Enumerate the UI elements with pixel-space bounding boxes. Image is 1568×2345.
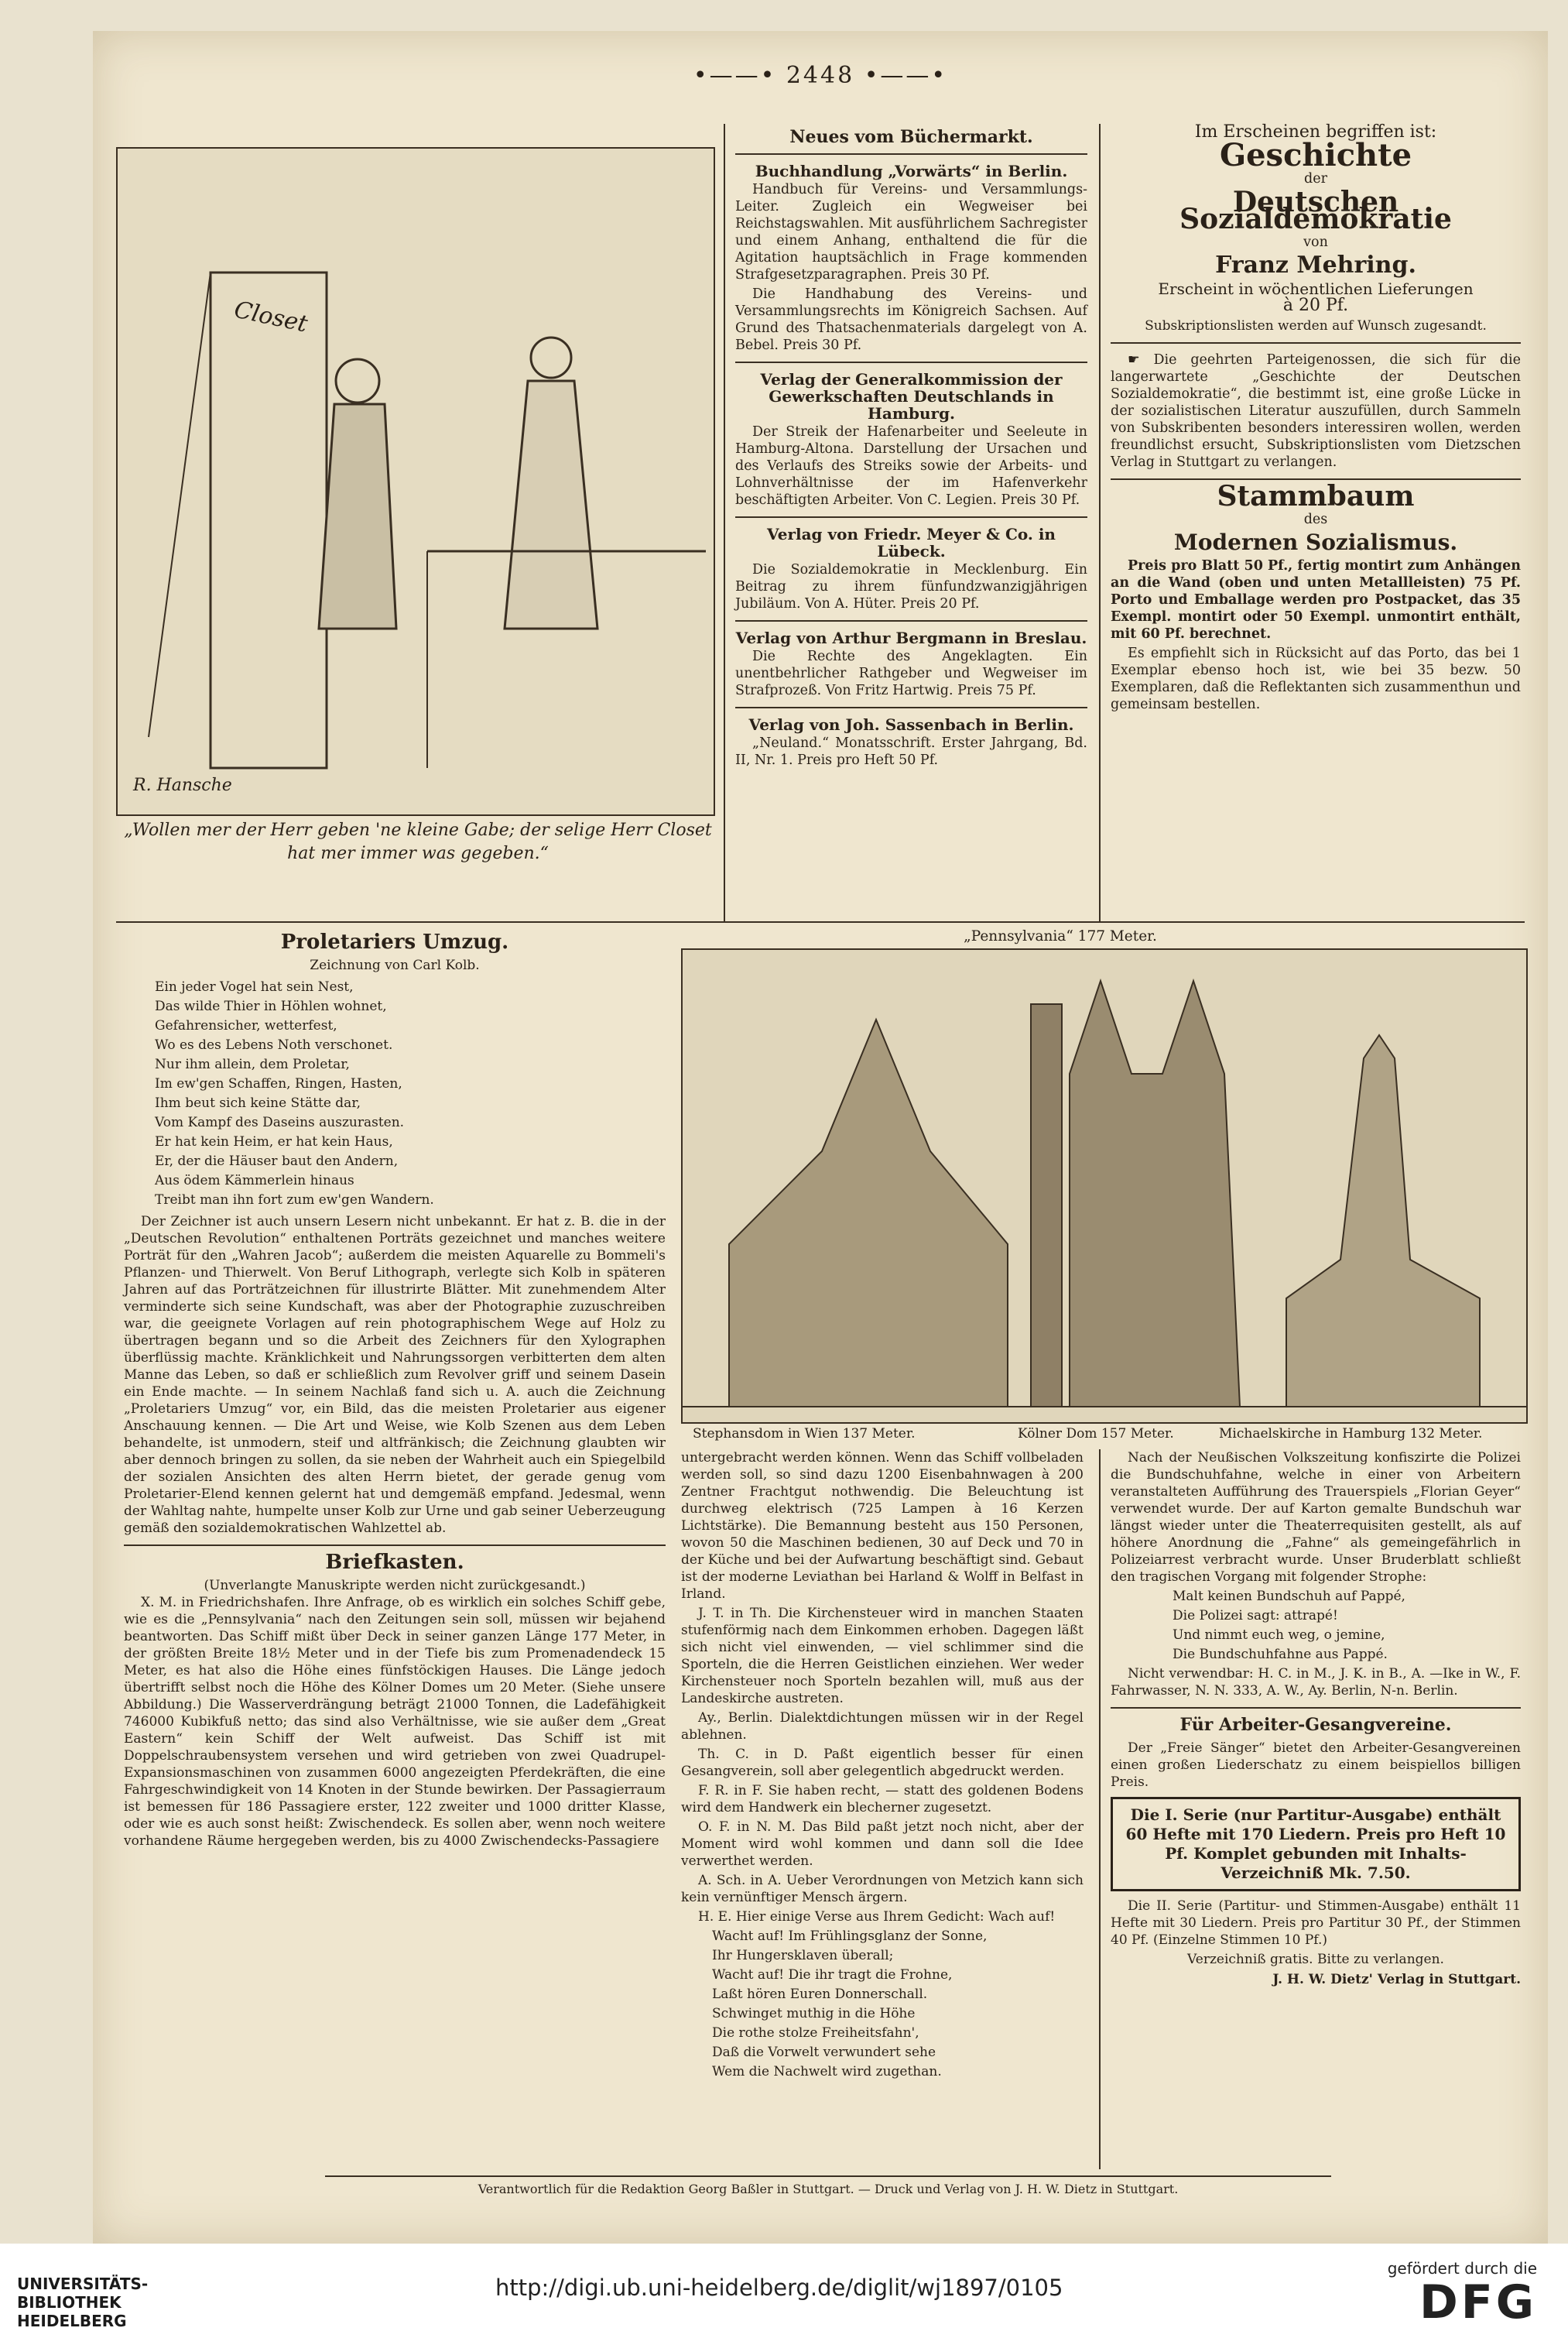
- advertisement-column: [1111, 124, 1521, 715]
- poem-line: Das wilde Thier in Höhlen wohnet,: [155, 999, 387, 1014]
- poem-line: Die Polizei sagt: attrapé!: [1173, 1608, 1338, 1623]
- ad-word: des: [1303, 512, 1328, 527]
- book-entry: „Neuland.“ Monatsschrift. Erster Jahrgang, Bd. II, Nr. 1. Preis pro Heft 50 Pf.: [735, 735, 1087, 768]
- book-entry: Handbuch für Vereins- und Versammlungs-Leiter. Zugleich ein Wegweiser bei Reichstagswahlen. Mit ausführlichem Sachregister und einem Anhang, enthaltend die für die Agitation hauptsächlich in Frage kommenden Strafgesetzparagraphen. Preis 30 Pf.: [735, 182, 1087, 283]
- book-entry: Die Rechte des Angeklagten. Ein unentbehrlicher Rathgeber und Wegweiser im Strafprozeß. Von Fritz Hartwig. Preis 75 Pf.: [735, 649, 1087, 698]
- ad-paragraph: Es empfiehlt sich in Rücksicht auf das Porto, das bei 1 Exemplar ebenso hoch ist, wie bei 35 bezw. 50 Exemplaren, daß die Reflektanten sich zusammenthun und gemeinsam bestellen.: [1111, 646, 1521, 712]
- proletarier-column: [124, 929, 666, 1852]
- divider: [735, 620, 1087, 622]
- right-lower-column: [1111, 1449, 1521, 1988]
- ad-line: Subskriptionslisten werden auf Wunsch zugesandt.: [1145, 318, 1487, 334]
- not-usable-list: Nicht verwendbar: H. C. in M., J. K. in B., A. —Ike in W., F. Fahrwasser, N. N. 333, A. W., Ay. Berlin, N-n. Berlin.: [1111, 1666, 1521, 1699]
- poem-line: Ihr Hungersklaven überall;: [712, 1948, 894, 1963]
- poem-line: Wacht auf! Die ihr tragt die Frohne,: [712, 1967, 953, 1983]
- door-sign: Closet: [231, 296, 310, 338]
- poem: [124, 979, 666, 1208]
- publisher-heading: Verlag von Arthur Bergmann in Breslau.: [735, 629, 1087, 647]
- ship-comparison-illustration: [681, 948, 1528, 1424]
- publisher-heading: Buchhandlung „Vorwärts“ in Berlin.: [755, 162, 1068, 180]
- ad-intro: Im Erscheinen begriffen ist:: [1194, 122, 1437, 142]
- ad-price: à 20 Pf.: [1282, 296, 1349, 315]
- divider: [735, 707, 1087, 708]
- newspaper-page: [93, 31, 1548, 2245]
- letter-reply: Th. C. in D. Paßt eigentlich besser für einen Gesangverein, soll aber gelegentlich abgedruckt werden.: [681, 1747, 1084, 1779]
- picture-caption-mid: Kölner Dom 157 Meter.: [1018, 1426, 1174, 1442]
- letter-reply: J. T. in Th. Die Kirchensteuer wird in manchen Staaten stufenförmig nach dem Einkommen erhoben. Dagegen läßt sich nicht viel einwenden, — viel schlimmer sind die Sporteln, die die Herren Geistlichen einziehen. Wer weder Kirchensteuer noch Sporteln bezahlen will, muß aus der Landeskirche austreten.: [681, 1606, 1084, 1706]
- cartoon-signature: R. Hansche: [133, 776, 232, 795]
- dfg-wordmark: DFG: [1419, 2275, 1537, 2330]
- book-entry: Der Streik der Hafenarbeiter und Seeleute in Hamburg-Altona. Darstellung der Ursachen und des Verlaufs des Streiks sowie der Arbeits- und Lohnverhältnisse der im Hafenverkehr beschäftigten Arbeiter. Von C. Legien. Preis 30 Pf.: [735, 424, 1087, 508]
- briefkasten-continued-column: [681, 1449, 1084, 2083]
- divider: [1099, 1449, 1101, 2169]
- ad-word: der: [1304, 171, 1327, 187]
- divider: [735, 516, 1087, 518]
- ship-cathedrals-drawing: [683, 950, 1526, 1422]
- book-market-title: Neues vom Büchermarkt.: [789, 127, 1033, 147]
- funded-by-text: gefördert durch die: [1387, 2259, 1537, 2278]
- article-paragraph: Der Zeichner ist auch unsern Lesern nicht unbekannt. Er hat z. B. die in der „Deutschen Revolution“ enthaltenen Porträts gezeichnet und manches weitere Porträt für den „Wahren Jacob“; außerdem die meisten Aquarelle zu Bommeli's Pflanzen- und Thierwelt. Von Beruf Lithograph, verlegte sich Kolb in späteren Jahren auf das Porträtzeichnen für illustrirte Blätter. Mit zunehmendem Alter verminderte sich seine Kundschaft, was aber der Photographie zuzuschreiben war, die geeignete Vorlagen auf rein photographischem Wege auf Holz zu übertragen begann und so die Arbeit des Zeichners für den Xylographen überflüssig machte. Kränklichkeit und Nahrungssorgen verbitterten dem alten Manne das Leben, so daß er schließlich zum Revolver griff und seinem Dasein ein Ende machte. — In seinem Nachlaß fand sich u. A. auch die Zeichnung „Proletariers Umzug“ vor, ein Bild, das die meisten Proletarier aus eigener Anschauung kennen. — Die Art und Weise, wie Kolb Szenen aus dem Leben behandelte, ist unmodern, steif und altfränkisch; die Zeichnung glaubten wir aber dennoch bringen zu sollen, da sie neben der Wahrheit auch ein Spiegelbild der sozialen Ansichten des alten Herrn bietet, der gerade genug vom Proletarier-Elend kennen gelernt hat und demgemäß empfand. Jedesmal, wenn der Wahltag nahte, humpelte unser Kolb zur Urne und gab seiner Ueberzeugung gemäß den sozialdemokratischen Wahlzettel ab.: [124, 1214, 666, 1536]
- ad-title: Modernen Sozialismus.: [1173, 530, 1458, 555]
- divider: [1111, 342, 1521, 344]
- publisher-heading: Verlag von Joh. Sassenbach in Berlin.: [748, 715, 1074, 734]
- poem-line: Treibt man ihn fort zum ew'gen Wandern.: [155, 1192, 434, 1208]
- poem-line: Nur ihm allein, dem Proletar,: [155, 1057, 350, 1072]
- divider: [325, 2175, 1331, 2177]
- cartoon-illustration: [116, 147, 715, 816]
- page-number: •——• 2448 •——•: [693, 62, 948, 89]
- ad-signature: J. H. W. Dietz' Verlag in Stuttgart.: [1272, 1972, 1521, 1987]
- ad-paragraph: Der „Freie Sänger“ bietet den Arbeiter-Gesangvereinen einen großen Liederschatz zu einem beispiellos billigen Preis.: [1111, 1740, 1521, 1790]
- letter-reply: F. R. in F. Sie haben recht, — statt des goldenen Bodens wird dem Handwerk ein blecherner zugesetzt.: [681, 1783, 1084, 1815]
- divider: [124, 1544, 666, 1546]
- poem-line: Im ew'gen Schaffen, Ringen, Hasten,: [155, 1076, 402, 1092]
- letter-reply: Ay., Berlin. Dialektdichtungen müssen wir in der Regel ablehnen.: [681, 1710, 1084, 1743]
- ad-paragraph: Die II. Serie (Partitur- und Stimmen-Ausgabe) enthält 11 Hefte mit 30 Liedern. Preis pro Partitur 30 Pf., der Stimmen 40 Pf. (Einzelne Stimmen 10 Pf.): [1111, 1898, 1521, 1948]
- letter-reply: A. Sch. in A. Ueber Verordnungen von Metzich kann sich kein vernünftiger Mensch ärgern.: [681, 1873, 1084, 1905]
- letter-reply: H. E. Hier einige Verse aus Ihrem Gedicht: Wach auf!: [698, 1909, 1056, 1925]
- poem-line: Ihm beut sich keine Stätte dar,: [155, 1095, 361, 1111]
- cartoon-drawing: [118, 149, 714, 814]
- ad-title: Geschichte: [1219, 137, 1412, 173]
- poem-line: Und nimmt euch weg, o jemine,: [1173, 1627, 1385, 1643]
- ad-word: von: [1303, 235, 1328, 250]
- book-entry: Die Handhabung des Vereins- und Versammlungsrechts im Königreich Sachsen. Auf Grund des Thatsachenmaterials dargelegt von A. Bebel. Preis 30 Pf.: [735, 286, 1087, 353]
- letter-reply: O. F. in N. M. Das Bild paßt jetzt noch nicht, aber der Moment wird wohl kommen und dann soll die Idee verwerthet werden.: [681, 1819, 1084, 1869]
- poem-line: Ein jeder Vogel hat sein Nest,: [155, 979, 354, 995]
- publisher-heading: Verlag der Generalkommission der Gewerkschaften Deutschlands in Hamburg.: [760, 370, 1063, 423]
- letter-reply: untergebracht werden können. Wenn das Schiff vollbeladen werden soll, so sind dazu 1200 Eisenbahnwagen à 200 Zentner Frachtgut nothwendig. Die Beleuchtung ist durchweg elektrisch (725 Lampen à 16 Kerzen Lichtstärke). Die Bemannung besteht aus 150 Personen, wovon 50 die Maschinen bedienen, 30 auf Deck und 70 in der Küche und bei der Aufwartung beschäftigt sind. Gebaut ist der moderne Leviathan bei Harland & Wolff in Belfast in Irland.: [681, 1450, 1084, 1602]
- publisher-heading: Verlag von Friedr. Meyer & Co. in Lübeck.: [767, 525, 1056, 561]
- digitization-footer: [0, 2244, 1568, 2345]
- source-url-link[interactable]: http://digi.ub.uni-heidelberg.de/diglit/wj1897/0105: [495, 2275, 1063, 2301]
- poem-line: Wem die Nachwelt wird zugethan.: [712, 2064, 942, 2079]
- poem-line: Gefahrensicher, wetterfest,: [155, 1018, 337, 1034]
- poem-line: Wo es des Lebens Noth verschonet.: [155, 1037, 393, 1053]
- poem-line: Schwinget muthig in die Höhe: [712, 2006, 916, 2021]
- book-market-column: [735, 124, 1087, 771]
- poem-line: Vom Kampf des Daseins auszurasten.: [155, 1115, 405, 1130]
- letter-reply: X. M. in Friedrichshafen. Ihre Anfrage, ob es wirklich ein solches Schiff gebe, wie es die „Pennsylvania“ nach den Zeitungen sein soll, müssen wir bejahend beantworten. Das Schiff mißt über Deck in seiner ganzen Länge 177 Meter, in der größten Breite 18½ Meter und in der Tiefe bis zum Promenadendeck 15 Meter, es hat also die Höhe eines fünfstöckigen Hauses. Die Länge jedoch übertrifft selbst noch die Höhe des Kölner Domes um 20 Meter. (Siehe unsere Abbildung.) Die Wasserverdrängung beträgt 21000 Tonnen, die Ladefähigkeit 746000 Kubikfuß netto; das sind also Verhältnisse, wie sie außer dem „Great Eastern“ kein Schiff der Welt aufweist. Das Schiff ist mit Doppelschraubensystem versehen und wird getrieben von zwei Quadrupel-Expansionsmaschinen von zusammen 6000 angezeigten Pferdekräften, die eine Fahrgeschwindigkeit von 14 Knoten in der Stunde bewirken. Der Passagierraum ist bemessen für 186 Passagiere erster, 122 zweiter und 1000 dritter Klasse, oder wie es auch sonst heißt: Zwischendeck. Es sollen aber, wenn noch weitere vorhandene Räume hergegeben werden, bis zu 4000 Zwischendecks-Passagiere: [124, 1595, 666, 1849]
- picture-caption-left: Stephansdom in Wien 137 Meter.: [693, 1426, 916, 1442]
- ad-paragraph: Preis pro Blatt 50 Pf., fertig montirt zum Anhängen an die Wand (oben und unten Metallleisten) 75 Pf. Porto und Emballage werden pro Postpacket, das 35 Exempl. montirt oder 50 Exempl. unmontirt enthält, mit 60 Pf. berechnet.: [1111, 558, 1521, 642]
- ad-heading: Für Arbeiter-Gesangvereine.: [1179, 1715, 1452, 1735]
- divider: [735, 362, 1087, 363]
- poem-line: Aus ödem Kämmerlein hinaus: [155, 1173, 354, 1188]
- logo-line: BIBLIOTHEK: [17, 2293, 122, 2312]
- poem-line: Malt keinen Bundschuh auf Pappé,: [1173, 1589, 1405, 1604]
- briefkasten-subtitle: (Unverlangte Manuskripte werden nicht zurückgesandt.): [204, 1578, 586, 1593]
- poem-line: Die rothe stolze Freiheitsfahn',: [712, 2025, 919, 2041]
- ad-title: Stammbaum: [1217, 480, 1415, 513]
- divider: [116, 921, 1525, 923]
- ad-title-main: Deutschen Sozialdemokratie: [1179, 186, 1452, 235]
- briefkasten-title: Briefkasten.: [325, 1551, 464, 1574]
- poem-line: Er, der die Häuser baut den Andern,: [155, 1154, 399, 1169]
- poem-line: Daß die Vorwelt verwundert sehe: [712, 2045, 936, 2060]
- poem-line: Wacht auf! Im Frühlingsglanz der Sonne,: [712, 1928, 988, 1944]
- dfg-logo: [1387, 2259, 1537, 2330]
- divider: [1111, 1707, 1521, 1709]
- ad-paragraph: ☛ Die geehrten Parteigenossen, die sich für die langerwartete „Geschichte der Deutschen Sozialdemokratie“, die bestimmt ist, eine große Lücke in der sozialistischen Literatur auszufüllen, durch Sammeln von Subskribenten besonders interessiren wollen, werden freundlichst ersucht, Subskriptionslisten vom Dietzschen Verlag in Stuttgart zu verlangen.: [1111, 352, 1521, 470]
- divider: [1099, 124, 1101, 921]
- poem-line: Die Bundschuhfahne aus Pappé.: [1173, 1647, 1388, 1662]
- logo-line: UNIVERSITÄTS-: [17, 2275, 149, 2293]
- news-item: Nach der Neußischen Volkszeitung konfiszirte die Polizei die Bundschuhfahne, welche in einer von Arbeitern veranstalteten Aufführung des Trauerspiels „Florian Geyer“ verwendet wurde. Der auf Karton gemalte Bundschuh war längst wieder unter die Theaterrequisiten gestellt, als auf höhere Anordnung die „Fahne“ als gemeingefährlich in Polizeiarrest verbracht wurde. Unser Bruderblatt schließt den tragischen Vorgang mit folgender Strophe:: [1111, 1450, 1521, 1585]
- book-entry: Die Sozialdemokratie in Mecklenburg. Ein Beitrag zu ihrem fünfundzwanzigjährigen Jubiläum. Von A. Hüter. Preis 20 Pf.: [735, 562, 1087, 612]
- divider: [735, 153, 1087, 155]
- divider: [724, 124, 725, 921]
- picture-caption-right: Michaelskirche in Hamburg 132 Meter.: [1219, 1426, 1483, 1442]
- picture-top-caption: „Pennsylvania“ 177 Meter.: [964, 928, 1157, 945]
- cartoon-caption: „Wollen mer der Herr geben 'ne kleine Gabe; der selige Herr Closet hat mer immer was gegeben.“: [124, 821, 712, 863]
- poem-line: Laßt hören Euren Donnerschall.: [712, 1987, 928, 2002]
- ad-line: Verzeichniß gratis. Bitte zu verlangen.: [1187, 1952, 1444, 1967]
- ad-author: Franz Mehring.: [1215, 252, 1416, 279]
- article-title: Proletariers Umzug.: [280, 931, 509, 954]
- article-byline: Zeichnung von Carl Kolb.: [310, 958, 480, 973]
- poem-line: Er hat kein Heim, er hat kein Haus,: [155, 1134, 393, 1150]
- price-box: Die I. Serie (nur Partitur-Ausgabe) enthält 60 Hefte mit 170 Liedern. Preis pro Heft 10 Pf. Komplet gebunden mit Inhalts-Verzeichniß Mk. 7.50.: [1111, 1797, 1521, 1891]
- university-library-logo: [17, 2275, 148, 2330]
- imprint: Verantwortlich für die Redaktion Georg Baßler in Stuttgart. — Druck und Verlag von J. H. W. Dietz in Stuttgart.: [478, 2182, 1179, 2196]
- logo-line: HEIDELBERG: [17, 2312, 127, 2330]
- ad-line: Erscheint in wöchentlichen Lieferungen: [1158, 279, 1474, 298]
